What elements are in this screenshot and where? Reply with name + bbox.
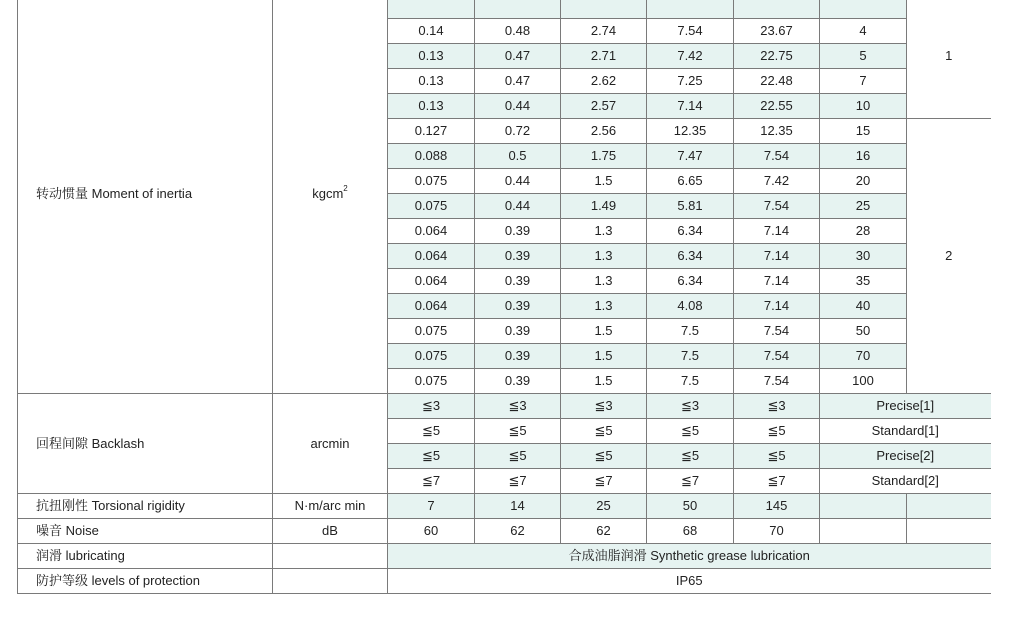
torsional-cell: 14 <box>475 494 561 519</box>
spec-table <box>17 0 991 594</box>
ratio-cell: 28 <box>820 219 907 244</box>
ratio-cell: 30 <box>820 244 907 269</box>
inertia-cell: 7.42 <box>734 169 820 194</box>
inertia-cell: 0.127 <box>388 119 475 144</box>
inertia-cell: 0.39 <box>475 294 561 319</box>
table-row <box>18 569 991 594</box>
noise-cell: 62 <box>475 519 561 544</box>
stage-cell-2: 2 <box>907 119 991 394</box>
inertia-cell: 4.08 <box>647 294 734 319</box>
inertia-cell: 7.54 <box>734 144 820 169</box>
inertia-cell: 0.47 <box>475 69 561 94</box>
inertia-cell <box>475 0 561 19</box>
inertia-cell: 1.5 <box>561 169 647 194</box>
backlash-cell: ≦3 <box>734 394 820 419</box>
noise-cell: 62 <box>561 519 647 544</box>
inertia-cell: 1.3 <box>561 219 647 244</box>
inertia-cell: 7.54 <box>734 369 820 394</box>
inertia-cell <box>388 0 475 19</box>
inertia-cell: 0.075 <box>388 194 475 219</box>
inertia-cell: 0.47 <box>475 44 561 69</box>
inertia-cell: 0.075 <box>388 169 475 194</box>
inertia-cell: 0.44 <box>475 94 561 119</box>
inertia-cell: 7.54 <box>734 319 820 344</box>
backlash-cell: ≦5 <box>475 419 561 444</box>
inertia-cell: 0.44 <box>475 194 561 219</box>
ratio-cell: 70 <box>820 344 907 369</box>
inertia-cell: 2.56 <box>561 119 647 144</box>
inertia-cell: 1.75 <box>561 144 647 169</box>
backlash-cell: ≦5 <box>561 444 647 469</box>
inertia-cell: 0.39 <box>475 319 561 344</box>
table-row <box>18 394 991 419</box>
inertia-cell: 0.39 <box>475 219 561 244</box>
lubrication-label: 润滑 lubricating <box>18 544 273 569</box>
inertia-cell: 0.075 <box>388 319 475 344</box>
inertia-cell <box>734 0 820 19</box>
inertia-cell: 7.14 <box>734 244 820 269</box>
empty-cell <box>907 494 991 519</box>
backlash-cell: ≦7 <box>388 469 475 494</box>
inertia-cell: 1.3 <box>561 294 647 319</box>
inertia-cell: 6.34 <box>647 244 734 269</box>
lubrication-unit <box>273 544 388 569</box>
backlash-cell: ≦3 <box>475 394 561 419</box>
inertia-cell: 0.075 <box>388 344 475 369</box>
ratio-cell: 16 <box>820 144 907 169</box>
ratio-cell: 4 <box>820 19 907 44</box>
lubrication-value: 合成油脂润滑 Synthetic grease lubrication <box>388 544 991 569</box>
moment-unit-text: kgcm <box>312 185 344 201</box>
ratio-cell: 35 <box>820 269 907 294</box>
inertia-cell: 0.088 <box>388 144 475 169</box>
inertia-cell: 22.48 <box>734 69 820 94</box>
stage-cell-1: 1 <box>907 0 991 119</box>
inertia-cell: 0.075 <box>388 369 475 394</box>
inertia-cell: 0.44 <box>475 169 561 194</box>
inertia-cell: 7.14 <box>734 219 820 244</box>
ratio-cell: 10 <box>820 94 907 119</box>
moment-unit-sup: 2 <box>343 184 348 194</box>
backlash-cell: ≦5 <box>475 444 561 469</box>
inertia-cell: 7.54 <box>734 194 820 219</box>
inertia-cell: 2.57 <box>561 94 647 119</box>
backlash-cell: ≦5 <box>388 419 475 444</box>
inertia-cell: 0.5 <box>475 144 561 169</box>
noise-unit: dB <box>273 519 388 544</box>
torsional-cell: 50 <box>647 494 734 519</box>
inertia-cell: 0.13 <box>388 44 475 69</box>
backlash-cell: ≦5 <box>647 419 734 444</box>
inertia-cell: 0.14 <box>388 19 475 44</box>
inertia-cell: 23.67 <box>734 19 820 44</box>
inertia-cell: 7.47 <box>647 144 734 169</box>
inertia-cell: 7.14 <box>734 269 820 294</box>
inertia-cell: 7.25 <box>647 69 734 94</box>
inertia-cell: 2.62 <box>561 69 647 94</box>
inertia-cell: 1.5 <box>561 369 647 394</box>
inertia-cell: 7.5 <box>647 369 734 394</box>
inertia-cell: 0.064 <box>388 269 475 294</box>
backlash-grade: Precise[1] <box>820 394 991 419</box>
moment-unit <box>273 0 388 394</box>
empty-cell <box>820 494 907 519</box>
inertia-cell: 22.55 <box>734 94 820 119</box>
backlash-cell: ≦5 <box>734 444 820 469</box>
inertia-cell: 0.72 <box>475 119 561 144</box>
backlash-cell: ≦3 <box>388 394 475 419</box>
inertia-cell: 6.34 <box>647 219 734 244</box>
inertia-cell: 7.14 <box>647 94 734 119</box>
backlash-cell: ≦7 <box>647 469 734 494</box>
table-row <box>18 494 991 519</box>
inertia-cell: 22.75 <box>734 44 820 69</box>
backlash-cell: ≦7 <box>561 469 647 494</box>
inertia-cell: 12.35 <box>647 119 734 144</box>
table-row <box>18 0 991 19</box>
backlash-cell: ≦3 <box>647 394 734 419</box>
backlash-cell: ≦5 <box>561 419 647 444</box>
ratio-cell: 25 <box>820 194 907 219</box>
backlash-cell: ≦5 <box>388 444 475 469</box>
inertia-cell: 0.48 <box>475 19 561 44</box>
noise-cell: 60 <box>388 519 475 544</box>
empty-cell <box>820 519 907 544</box>
inertia-cell: 0.39 <box>475 369 561 394</box>
inertia-cell <box>561 0 647 19</box>
inertia-cell: 7.42 <box>647 44 734 69</box>
moment-label: 转动惯量 Moment of inertia <box>18 0 273 394</box>
protection-unit <box>273 569 388 594</box>
inertia-cell: 7.54 <box>734 344 820 369</box>
backlash-cell: ≦7 <box>734 469 820 494</box>
torsional-unit: N·m/arc min <box>273 494 388 519</box>
torsional-cell: 25 <box>561 494 647 519</box>
ratio-cell: 40 <box>820 294 907 319</box>
backlash-cell: ≦5 <box>647 444 734 469</box>
ratio-cell: 20 <box>820 169 907 194</box>
torsional-cell: 7 <box>388 494 475 519</box>
inertia-cell: 7.5 <box>647 319 734 344</box>
inertia-cell: 0.064 <box>388 219 475 244</box>
empty-cell <box>907 519 991 544</box>
inertia-cell: 1.3 <box>561 269 647 294</box>
protection-label: 防护等级 levels of protection <box>18 569 273 594</box>
ratio-cell: 5 <box>820 44 907 69</box>
noise-cell: 68 <box>647 519 734 544</box>
protection-value: IP65 <box>388 569 991 594</box>
inertia-cell: 0.39 <box>475 244 561 269</box>
inertia-cell: 7.5 <box>647 344 734 369</box>
torsional-label: 抗扭刚性 Torsional rigidity <box>18 494 273 519</box>
inertia-cell: 2.74 <box>561 19 647 44</box>
backlash-grade: Standard[1] <box>820 419 991 444</box>
noise-label: 噪音 Noise <box>18 519 273 544</box>
table-row <box>18 544 991 569</box>
ratio-cell: 50 <box>820 319 907 344</box>
inertia-cell: 1.3 <box>561 244 647 269</box>
backlash-cell: ≦7 <box>475 469 561 494</box>
inertia-cell: 2.71 <box>561 44 647 69</box>
backlash-cell: ≦3 <box>561 394 647 419</box>
inertia-cell: 0.064 <box>388 244 475 269</box>
inertia-cell: 0.064 <box>388 294 475 319</box>
inertia-cell: 5.81 <box>647 194 734 219</box>
inertia-cell <box>647 0 734 19</box>
ratio-cell: 15 <box>820 119 907 144</box>
inertia-cell: 0.13 <box>388 94 475 119</box>
ratio-cell <box>820 0 907 19</box>
backlash-unit: arcmin <box>273 394 388 494</box>
spec-table-body <box>18 0 991 594</box>
noise-cell: 70 <box>734 519 820 544</box>
inertia-cell: 7.54 <box>647 19 734 44</box>
table-row <box>18 519 991 544</box>
inertia-cell: 1.49 <box>561 194 647 219</box>
backlash-grade: Precise[2] <box>820 444 991 469</box>
inertia-cell: 1.5 <box>561 344 647 369</box>
inertia-cell: 0.13 <box>388 69 475 94</box>
ratio-cell: 7 <box>820 69 907 94</box>
ratio-cell: 100 <box>820 369 907 394</box>
backlash-cell: ≦5 <box>734 419 820 444</box>
inertia-cell: 7.14 <box>734 294 820 319</box>
torsional-cell: 145 <box>734 494 820 519</box>
inertia-cell: 6.65 <box>647 169 734 194</box>
inertia-cell: 0.39 <box>475 269 561 294</box>
inertia-cell: 0.39 <box>475 344 561 369</box>
inertia-cell: 1.5 <box>561 319 647 344</box>
inertia-cell: 6.34 <box>647 269 734 294</box>
backlash-label: 回程间隙 Backlash <box>18 394 273 494</box>
backlash-grade: Standard[2] <box>820 469 991 494</box>
inertia-cell: 12.35 <box>734 119 820 144</box>
